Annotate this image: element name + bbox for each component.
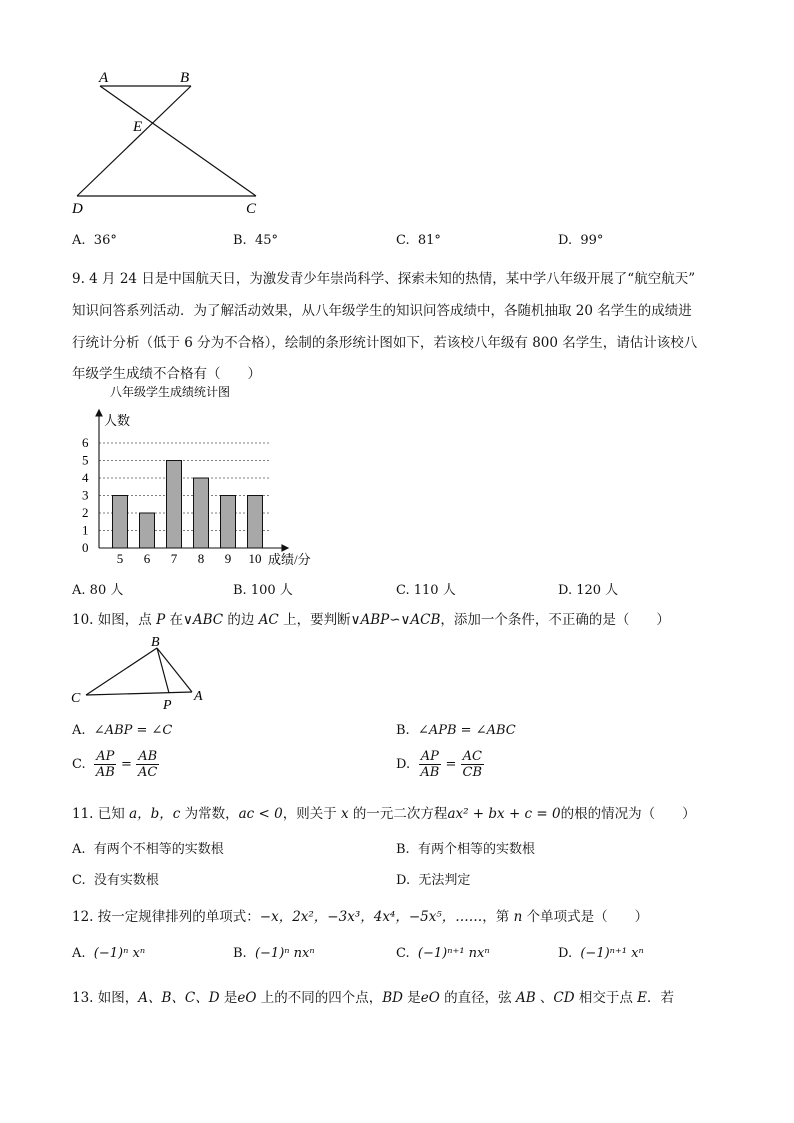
y-tick-0: 0 xyxy=(82,540,89,555)
bar-5 xyxy=(113,496,128,549)
q11-option-c: C. 没有实数根 xyxy=(72,873,159,888)
q10-option-c: C. $\frac{AP}{AB}$ = $\frac{AB}{AC}$ xyxy=(72,749,158,780)
y-tick-1: 1 xyxy=(82,522,89,538)
bar-8 xyxy=(194,478,209,548)
bar-7 xyxy=(167,461,182,549)
x-tick-6: 6 xyxy=(143,551,151,566)
q10-stem: 10. 如图，点 P 在∨ABC 的边 AC 上，要判断∨ABP∽∨ACB，添加一个条件，不正确的是（ ） xyxy=(72,612,670,628)
q8-option-c: C. 81° xyxy=(396,233,441,248)
q9-line-2: 知识问答系列活动．为了解活动效果，从八年级学生的知识问答成绩中，各随机抽取 20 名学生的成绩进 xyxy=(72,303,692,319)
q8-option-b: B. 45° xyxy=(233,233,278,248)
chart-ylabel: 人数 xyxy=(104,413,131,428)
q12-option-a: A. (−1)ⁿ xⁿ xyxy=(72,946,146,961)
y-tick-2: 2 xyxy=(82,505,89,520)
y-tick-5: 5 xyxy=(82,452,89,468)
q12-option-c: C. (−1)ⁿ⁺¹ nxⁿ xyxy=(396,946,490,961)
q9-line-3: 行统计分析（低于 6 分为不合格），绘制的条形统计图如下，若该校八年级有 800 名学生，请估计该校八 xyxy=(72,335,698,351)
x-tick-7: 7 xyxy=(170,551,178,566)
q11-option-a: A. 有两个不相等的实数根 xyxy=(72,842,224,857)
label-A: A xyxy=(99,70,109,86)
q11-option-d: D. 无法判定 xyxy=(396,873,471,888)
q12-option-d: D. (−1)ⁿ⁺¹ xⁿ xyxy=(558,946,644,961)
q9-option-c: C. 110 人 xyxy=(396,583,456,598)
q10-option-a: A. ∠ABP = ∠C xyxy=(72,723,173,738)
bar-6 xyxy=(140,513,155,548)
y-axis-arrow xyxy=(96,410,102,416)
label-P: P xyxy=(163,698,172,712)
q9-option-a: A. 80 人 xyxy=(72,583,124,598)
y-tick-3: 3 xyxy=(82,487,89,503)
x-axis-arrow xyxy=(282,545,288,551)
x-tick-10: 10 xyxy=(248,551,262,566)
chart-xlabel: 成绩/分 xyxy=(268,552,311,567)
q11-stem: 11. 已知 a，b，c 为常数，ac < 0，则关于 x 的一元二次方程ax² + bx + c = 0的根的情况为（ ） xyxy=(72,806,696,822)
q9-line-4: 年级学生成绩不合格有（ ） xyxy=(72,366,261,382)
x-tick-9: 9 xyxy=(224,551,232,566)
label-B: B xyxy=(151,635,160,650)
q9-option-b: B. 100 人 xyxy=(233,583,293,598)
label-C: C xyxy=(246,201,257,217)
q9-line-1: 9. 4 月 24 日是中国航天日，为激发青少年崇尚科学、探索未知的热情，某中学八年级开展了“航空航天” xyxy=(72,271,696,287)
score-bar-chart xyxy=(70,380,340,575)
bar-10 xyxy=(248,496,263,549)
q10-figure xyxy=(66,630,216,712)
q9-option-d: D. 120 人 xyxy=(558,583,619,598)
label-D: D xyxy=(72,201,83,217)
chart-title: 八年级学生成绩统计图 xyxy=(110,385,231,399)
q8-option-d: D. 99° xyxy=(558,233,604,248)
q12-stem: 12. 按一定规律排列的单项式：−x，2x²，−3x³，4x⁴，−5x⁵，……，第 n 个单项式是（ ） xyxy=(72,909,649,925)
y-tick-6: 6 xyxy=(82,435,89,450)
x-tick-5: 5 xyxy=(116,551,124,566)
q11-option-b: B. 有两个相等的实数根 xyxy=(396,842,535,857)
label-E: E xyxy=(133,119,143,135)
q10-option-b: B. ∠APB = ∠ABC xyxy=(396,723,516,738)
q13-stem: 13. 如图，A、B、C、D 是eO 上的不同的四个点，BD 是eO 的直径，弦 AB 、CD 相交于点 E．若 xyxy=(72,990,675,1006)
y-tick-4: 4 xyxy=(82,470,89,485)
label-C: C xyxy=(71,691,81,706)
x-tick-8: 8 xyxy=(197,551,205,566)
label-A: A xyxy=(194,689,203,704)
q8-option-a: A. 36° xyxy=(72,233,117,248)
q8-figure xyxy=(60,62,280,220)
q10-option-d: D. $\frac{AP}{AB}$ = $\frac{AC}{CB}$ xyxy=(396,749,482,780)
label-B: B xyxy=(180,70,190,86)
bar-9 xyxy=(221,496,236,549)
q12-option-b: B. (−1)ⁿ nxⁿ xyxy=(233,946,315,961)
